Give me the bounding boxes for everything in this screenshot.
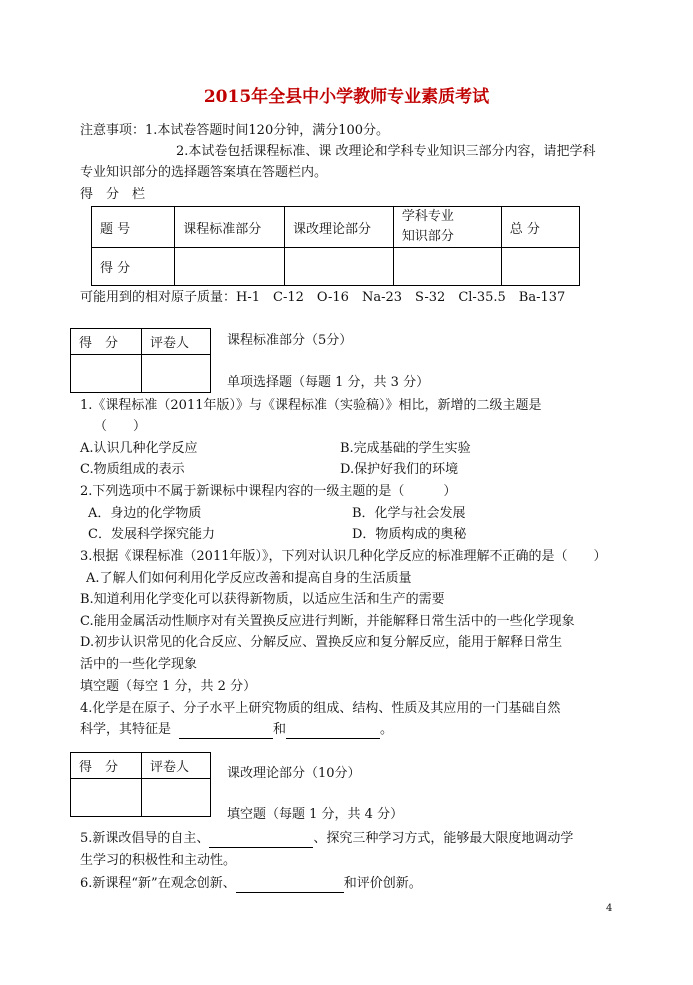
q3-text: 3.根据《课程标准（2011年版）》，下列对认识几种化学反应的标准理解不正确的是（ ）: [80, 549, 607, 564]
q3-option-d-line2: 活中的一些化学现象: [80, 657, 198, 672]
q1-text: 1.《课程标准（2011年版）》与《课程标准（实验稿）》相比，新增的二级主题是: [80, 398, 542, 413]
score-cell-theory: [285, 248, 394, 286]
q3-option-b: B.知道利用化学变化可以获得新物质，以适应生活和生产的需要: [80, 592, 445, 607]
q6-blank[interactable]: [236, 878, 344, 893]
score-table: [91, 206, 580, 286]
notes-line-1: 注意事项：1.本试卷答题时间120分钟，满分100分。: [80, 123, 390, 138]
q3-option-c: C.能用金属活动性顺序对有关置换反应进行判断，并能解释日常生活中的一些化学现象: [80, 614, 575, 629]
grader-box-2-grader-label: 评卷人: [142, 753, 211, 779]
q1-option-d: D.保护好我们的环境: [340, 462, 459, 477]
page-number: 4: [606, 903, 613, 914]
score-table-row-label: 得 分: [92, 248, 175, 286]
q5-text: 5.新课改倡导的自主、 、探究三种学习方式，能够最大限度地调动学: [80, 831, 574, 846]
q1-option-b: B.完成基础的学生实验: [340, 441, 471, 456]
section2-title: 课改理论部分（10分）: [227, 766, 361, 781]
score-table-header-standard: 课程标准部分: [175, 207, 285, 248]
grader-box-2: [70, 752, 211, 817]
section1-fill-heading: 填空题（每空 1 分，共 2 分）: [80, 679, 257, 694]
grader-box-2-score-label: 得 分: [71, 753, 142, 779]
exam-title: 2015年全县中小学教师专业素质考试: [203, 87, 490, 107]
notes-line-3: 专业知识部分的选择题答案填在答题栏内。: [80, 165, 328, 180]
q1-answer-paren: （ ）: [94, 419, 147, 434]
grader-box-1-score-label: 得 分: [71, 329, 142, 355]
q4-blank-1[interactable]: [179, 724, 273, 739]
score-cell-total: [501, 248, 579, 286]
q4-text: 4.化学是在原子、分子水平上研究物质的组成、结构、性质及其应用的一门基础自然: [80, 701, 561, 716]
score-table-header-theory: 课改理论部分: [285, 207, 394, 248]
notes-line-2: 2.本试卷包括课程标准、课 改理论和学科专业知识三部分内容，请把学科: [176, 144, 596, 159]
q2-option-d: D．物质构成的奥秘: [352, 527, 467, 542]
section2-fill-heading: 填空题（每题 1 分，共 4 分）: [227, 807, 404, 822]
q5-blank[interactable]: [209, 833, 313, 848]
section1-choice-heading: 单项选择题（每题 1 分，共 3 分）: [227, 375, 430, 390]
q1-option-a: A.认识几种化学反应: [80, 441, 198, 456]
score-table-header-number: 题 号: [92, 207, 175, 248]
grader-box-1-grader-label: 评卷人: [142, 329, 211, 355]
q2-option-b: B．化学与社会发展: [352, 506, 466, 521]
atomic-mass-line: 可能用到的相对原子质量：H-1 C-12 O-16 Na-23 S-32 Cl-35.5 Ba-137: [80, 290, 566, 305]
q3-option-a: A.了解人们如何利用化学反应改善和提高自身的生活质量: [86, 571, 412, 586]
score-cell-subject: [393, 248, 501, 286]
q6-text: 6.新课程“新”在观念创新、 和评价创新。: [80, 876, 422, 891]
q2-option-a: A．身边的化学物质: [88, 506, 202, 521]
grader-box-1: [70, 328, 211, 393]
score-table-header-total: 总 分: [501, 207, 579, 248]
q1-option-c: C.物质组成的表示: [80, 462, 185, 477]
q3-option-d-line1: D.初步认识常见的化合反应、分解反应、置换反应和复分解反应，能用于解释日常生: [80, 635, 563, 650]
score-table-header-subject: 学科专业 知识部分: [393, 207, 501, 248]
q4-blank-2[interactable]: [286, 724, 380, 739]
q4-blank-line: 科学，其特征是 和 。: [80, 722, 394, 737]
q2-text: 2.下列选项中不属于新课标中课程内容的一级主题的是（ ）: [80, 484, 457, 499]
score-cell-standard: [175, 248, 285, 286]
q2-option-c: C．发展科学探究能力: [88, 527, 215, 542]
section1-title: 课程标准部分（5分）: [227, 333, 353, 348]
q5-text-line2: 生学习的积极性和主动性。: [80, 853, 237, 868]
score-bar-label: 得 分 栏: [80, 187, 146, 202]
